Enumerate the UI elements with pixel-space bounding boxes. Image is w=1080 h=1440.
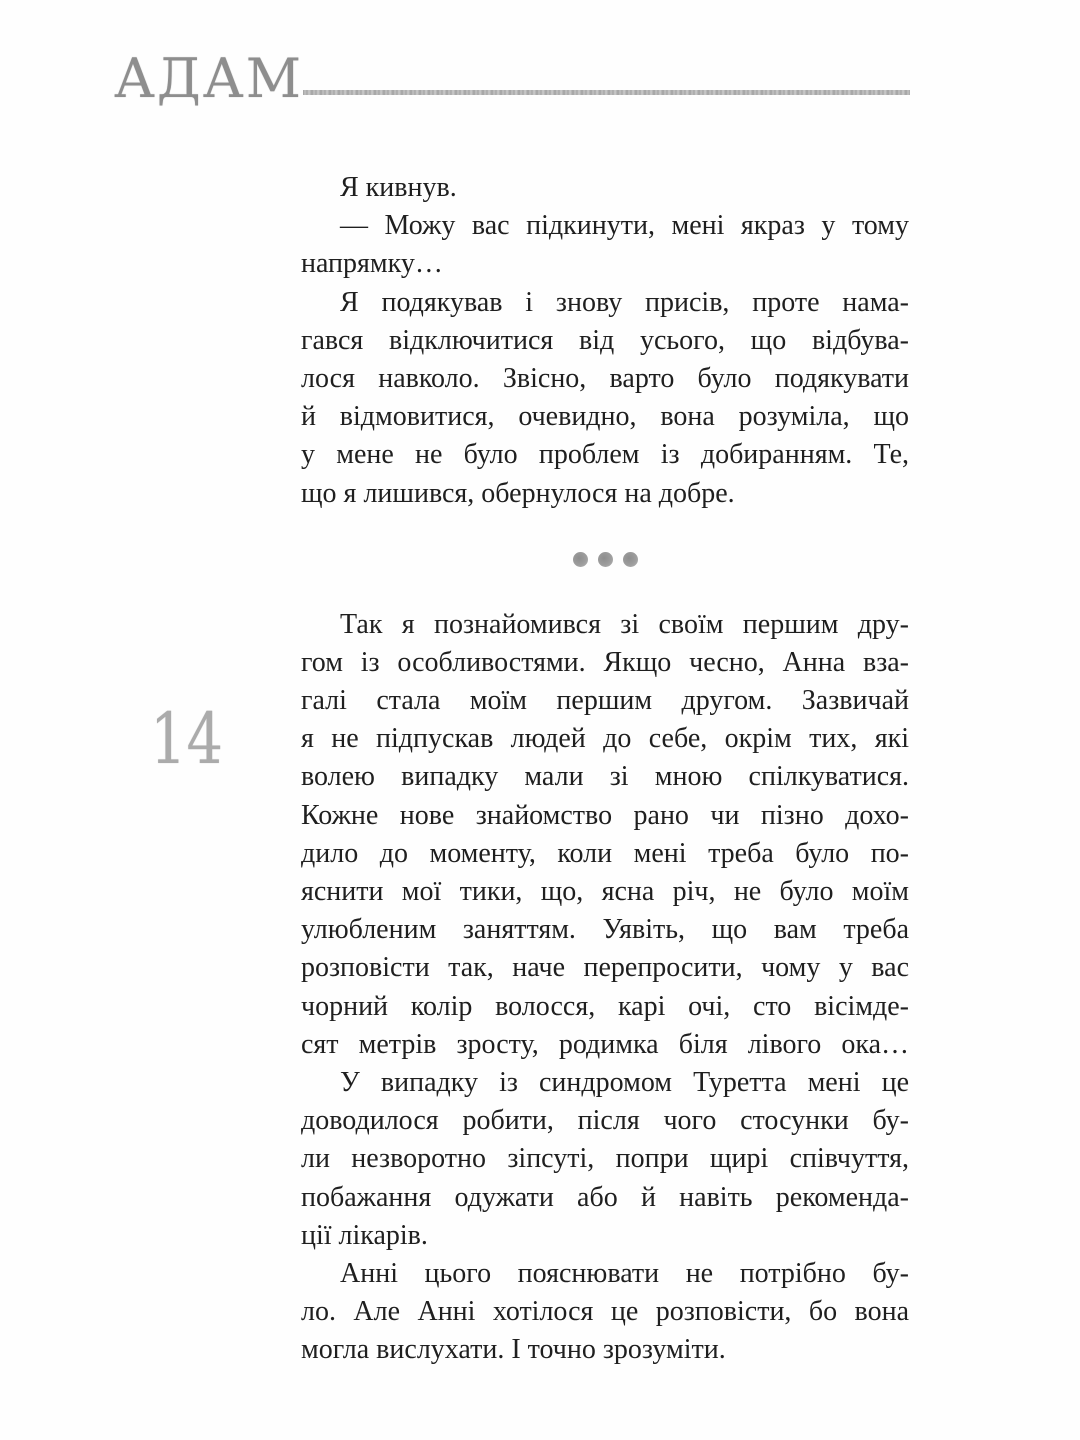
chapter-running-head: АДАМ	[114, 47, 303, 110]
text-line: доводилося робити, після чого стосунки бу-	[301, 1105, 909, 1137]
text-line: улюбленим заняттям. Уявіть, що вам треба	[301, 914, 909, 946]
text-line: ли незворотно зіпсуті, попри щирі співчуття,	[301, 1143, 909, 1175]
separator-dot-icon	[598, 552, 613, 567]
page-content	[301, 169, 909, 1369]
text-line: й відмовитися, очевидно, вона розуміла, що	[301, 401, 909, 433]
text-line: чорний колір волосся, карі очі, сто вісімде-	[301, 990, 909, 1022]
text-line: Кожне нове знайомство рано чи пізно дохо-	[301, 799, 909, 831]
text-line: лося навколо. Звісно, варто було подякувати	[301, 362, 909, 394]
section-separator	[301, 513, 909, 606]
text-line: яснити мої тики, що, ясна річ, не було моїм	[301, 876, 909, 907]
text-line: гався відключитися від усього, що відбува-	[301, 324, 909, 356]
text-line: побажання одужати або й навіть рекоменда-	[301, 1181, 909, 1213]
separator-dot-icon	[573, 552, 588, 567]
text-line: я не підпускав людей до себе, окрім тих, які	[301, 723, 909, 755]
text-line: Я кивнув.	[340, 172, 457, 203]
text-line: розповісти так, наче перепросити, чому у вас	[301, 952, 909, 984]
page-number: 14	[150, 698, 224, 780]
text-line: У випадку із синдромом Туретта мені це	[340, 1066, 909, 1098]
text-line: Так я познайомився зі своїм першим дру-	[340, 608, 909, 640]
text-line: — Можу вас підкинути, мені якраз у тому	[340, 210, 909, 242]
text-line: гом із особливостями. Якщо чесно, Анна вза-	[301, 646, 909, 678]
text-line: напрямку…	[301, 248, 443, 280]
separator-dot-icon	[623, 552, 638, 567]
text-line: ло. Але Анні хотілося це розповісти, бо вона	[301, 1296, 909, 1328]
text-line: галі стала моїм першим другом. Зазвичай	[301, 685, 909, 717]
text-line: могла вислухати. І точно зрозуміти.	[301, 1334, 726, 1366]
text-line: Анні цього пояснювати не потрібно бу-	[340, 1257, 909, 1289]
text-line: сят метрів зросту, родимка біля лівого ока…	[301, 1028, 909, 1060]
text-line: дило до моменту, коли мені треба було по-	[301, 837, 909, 869]
text-line: Я подякував і знову присів, проте нама-	[340, 286, 909, 318]
header-rule-line	[303, 90, 910, 95]
text-line: волею випадку мали зі мною спілкуватися.	[301, 761, 909, 793]
text-line: у мене не було проблем із добиранням. Те,	[301, 439, 909, 471]
text-line: що я лишився, обернулося на добре.	[301, 477, 735, 509]
text-line: ції лікарів.	[301, 1219, 428, 1251]
